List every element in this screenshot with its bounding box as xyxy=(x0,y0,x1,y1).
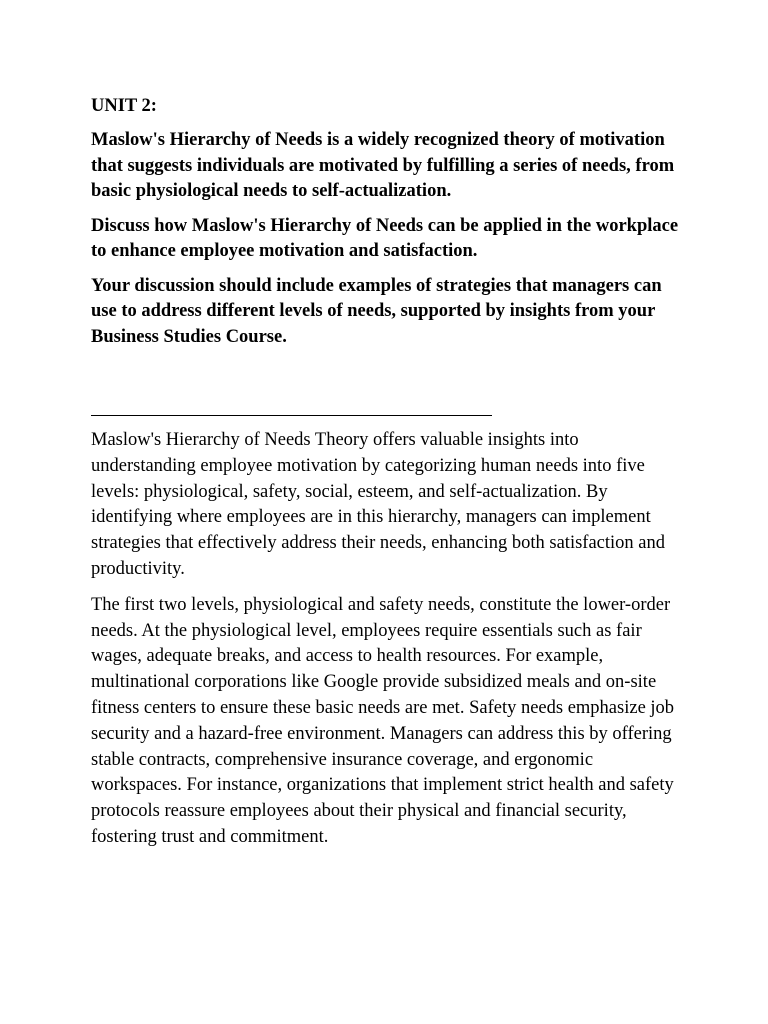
question-paragraph: Maslow's Hierarchy of Needs is a widely recognized theory of motivation that suggests individuals are motivated by fulfilling a series of needs, from basic physiological needs to self-actualization. xyxy=(91,130,675,201)
question-paragraph: Your discussion should include examples of strategies that managers can use to address different levels of needs, supported by insights from your Business Studies Course. xyxy=(91,275,662,347)
answer-paragraph: The first two levels, physiological and safety needs, constitute the lower-order needs. At the physiological level, employees require essentials such as fair wages, adequate breaks, and access to health resources. For example, multinational corporations like Google provide subsidized meals and on-site fitness centers to ensure these basic needs are met. Safety needs emphasize job security and a hazard-free environment. Managers can address this by offering stable contracts, comprehensive insurance coverage, and ergonomic workspaces. For instance, organizations that implement strict health and safety protocols reassure employees about their physical and financial security, fostering trust and commitment. xyxy=(91,594,675,847)
question-paragraph: Discuss how Maslow's Hierarchy of Needs can be applied in the workplace to enhance employee motivation and satisfaction. xyxy=(91,215,679,261)
section-divider xyxy=(91,415,492,416)
document-content xyxy=(91,93,683,861)
unit-heading: UNIT 2: xyxy=(91,96,157,116)
answer-paragraph: Maslow's Hierarchy of Needs Theory offers valuable insights into understanding employee motivation by categorizing human needs into five levels: physiological, safety, social, esteem, and self-actualization. By identifying where employees are in this hierarchy, managers can implement strategies that effectively address their needs, enhancing both satisfaction and productivity. xyxy=(91,430,665,579)
